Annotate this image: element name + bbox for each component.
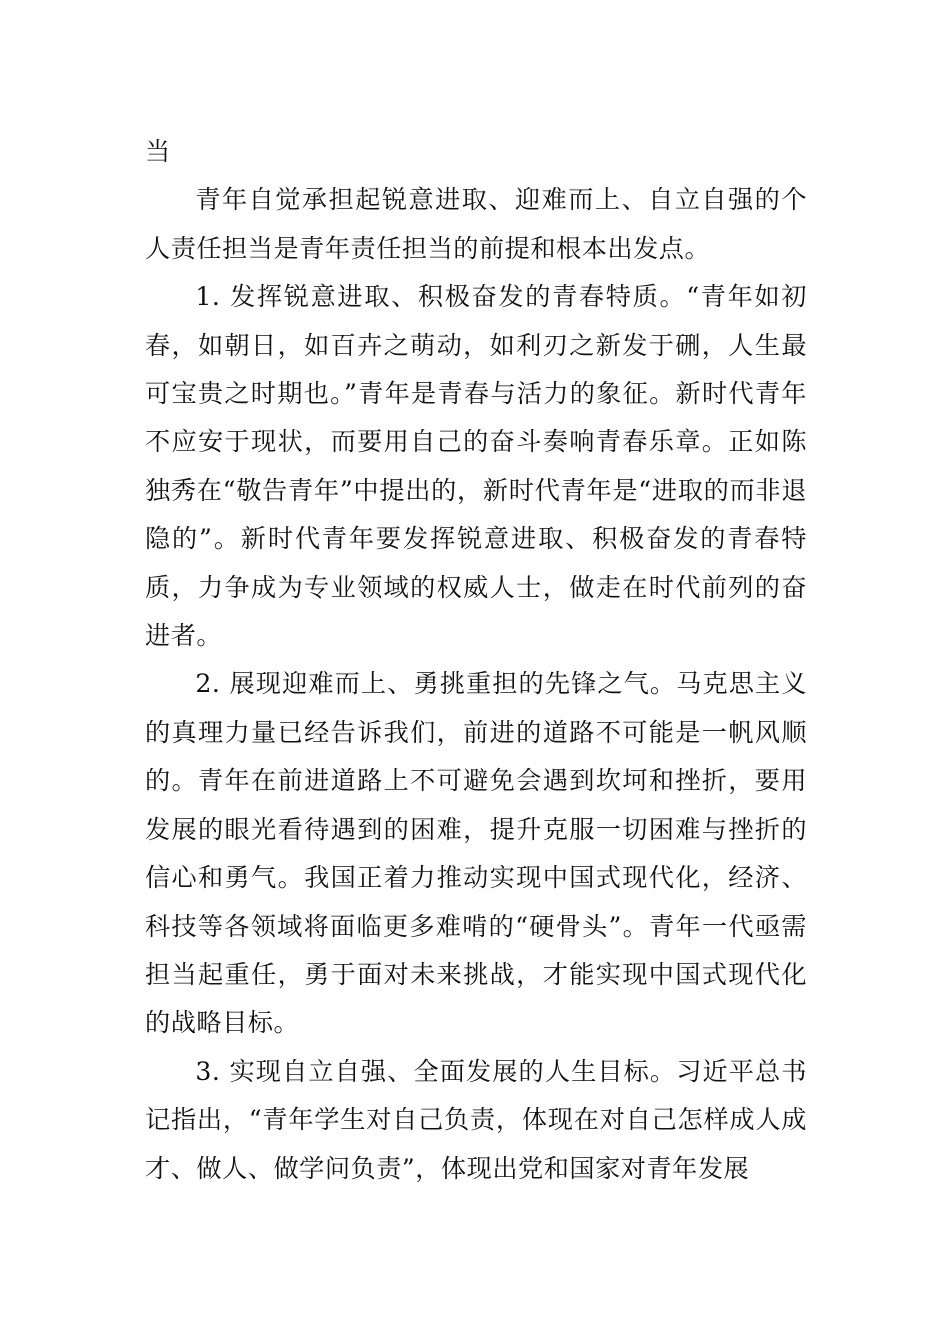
paragraph-point-2: 2. 展现迎难而上、勇挑重担的先锋之气。马克思主义的真理力量已经告诉我们，前进的道路不可能是一帆风顺的。青年在前进道路上不可避免会遇到坎坷和挫折，要用发展的眼光看待遇到的困难，提升克服一切困难与挫折的信心和勇气。我国正着力推动实现中国式现代化，经济、科技等各领域将面临更多难啃的“硬骨头”。青年一代亟需担当起重任，勇于面对未来挑战，才能实现中国式现代化的战略目标。 [145, 669, 807, 1038]
paragraph-point-3: 3. 实现自立自强、全面发展的人生目标。习近平总书记指出，“青年学生对自己负责，体现在对自己怎样成人成才、做人、做学问负责”，体现出党和国家对青年发展 [145, 1056, 807, 1183]
paragraph-point-1: 1. 发挥锐意进取、积极奋发的青春特质。“青年如初春，如朝日，如百卉之萌动，如利刃之新发于硎，人生最可宝贵之时期也。”青年是青春与活力的象征。新时代青年不应安于现状，而要用自己的奋斗奏响青春乐章。正如陈独秀在“敬告青年”中提出的，新时代青年是“进取的而非退隐的”。新时代青年要发挥锐意进取、积极奋发的青春特质，力争成为专业领域的权威人士，做走在时代前列的奋进者。 [145, 282, 807, 651]
paragraph-continuation: 当 [145, 137, 171, 166]
body-text [145, 128, 807, 1193]
paragraph-intro: 青年自觉承担起锐意进取、迎难而上、自立自强的个人责任担当是青年责任担当的前提和根本出发点。 [145, 185, 807, 263]
